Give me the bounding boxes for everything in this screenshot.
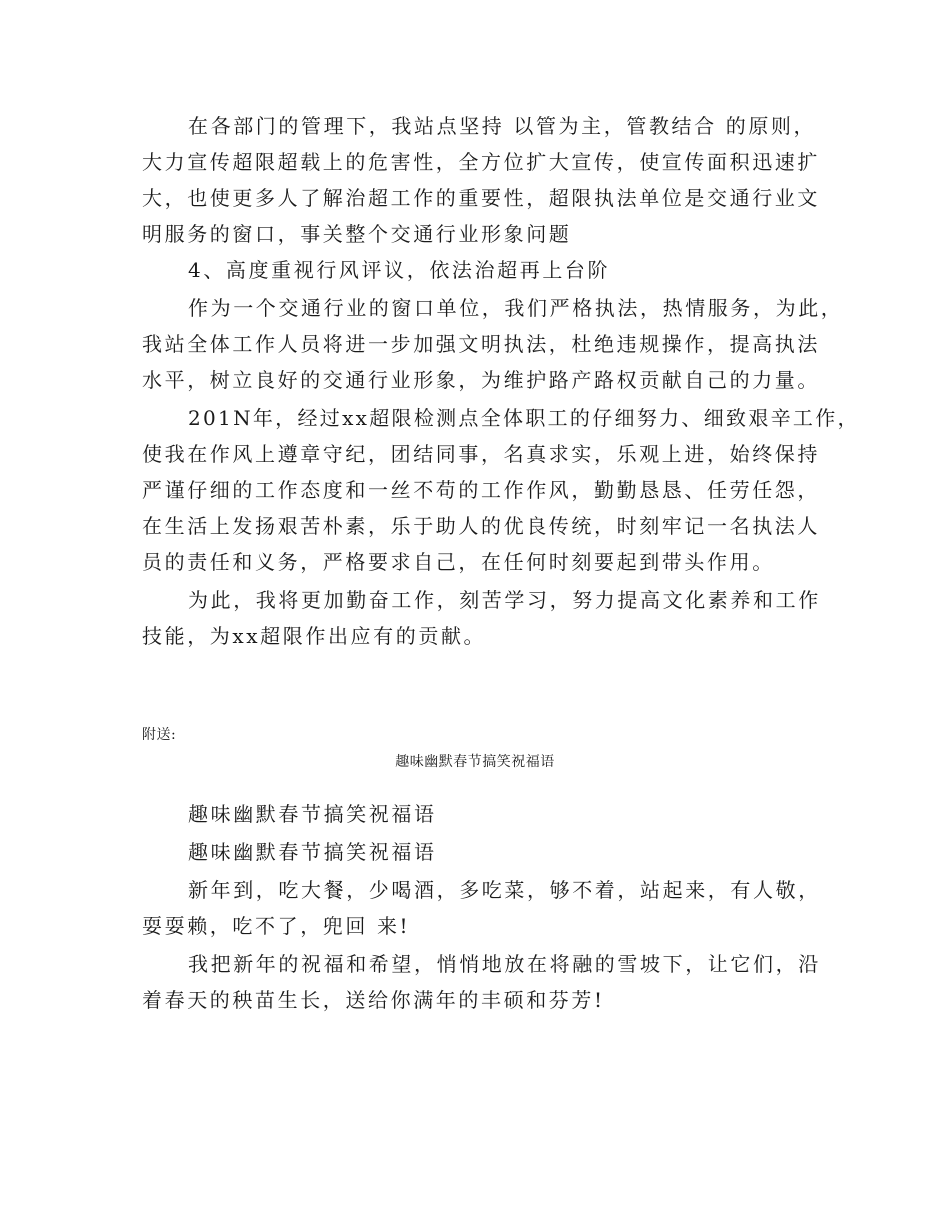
paragraph-line: 我把新年的祝福和希望，悄悄地放在将融的雪坡下，让它们，沿: [188, 952, 821, 976]
paragraph-line: 着春天的秧苗生长，送给你满年的丰硕和芬芳!: [142, 988, 605, 1012]
paragraph-line: 在生活上发扬艰苦朴素，乐于助人的优良传统，时刻牢记一名执法人: [142, 514, 820, 538]
paragraph-line: 我站全体工作人员将进一步加强文明执法，杜绝违规操作，提高执法: [142, 332, 820, 356]
paragraph-line: 在各部门的管理下，我站点坚持 以管为主，管教结合 的原则，: [188, 114, 817, 138]
paragraph-line: 大，也使更多人了解治超工作的重要性，超限执法单位是交通行业文: [142, 186, 820, 210]
paragraph-line: 明服务的窗口，事关整个交通行业形象问题: [142, 222, 572, 246]
paragraph-line: 新年到，吃大餐，少喝酒，多吃菜，够不着，站起来，有人敬，: [188, 878, 821, 902]
paragraph-line: 技能，为xx超限作出应有的贡献。: [142, 624, 487, 648]
paragraph-line: 大力宣传超限超载上的危害性，全方位扩大宣传，使宣传面积迅速扩: [142, 150, 820, 174]
paragraph-line: 趣味幽默春节搞笑祝福语: [188, 802, 437, 826]
section-heading: 4、高度重视行风评议，依法治超再上台阶: [188, 258, 611, 282]
paragraph-line: 耍耍赖，吃不了，兜回 来!: [142, 914, 411, 938]
appendix-title: 趣味幽默春节搞笑祝福语: [395, 754, 555, 770]
paragraph-line: 201N年，经过xx超限检测点全体职工的仔细努力、细致艰辛工作，: [188, 406, 860, 430]
paragraph-line: 严谨仔细的工作态度和一丝不苟的工作作风，勤勤恳恳、任劳任怨，: [142, 478, 820, 502]
paragraph-line: 为此，我将更加勤奋工作，刻苦学习，努力提高文化素养和工作: [188, 588, 821, 612]
paragraph-line: 使我在作风上遵章守纪，团结同事，名真求实，乐观上进，始终保持: [142, 442, 820, 466]
paragraph-line: 作为一个交通行业的窗口单位，我们严格执法，热情服务，为此，: [188, 296, 844, 320]
paragraph-line: 趣味幽默春节搞笑祝福语: [188, 840, 437, 864]
paragraph-line: 水平，树立良好的交通行业形象，为维护路产路权贡献自己的力量。: [142, 368, 820, 392]
paragraph-line: 员的责任和义务，严格要求自己，在任何时刻要起到带头作用。: [142, 550, 775, 574]
appendix-label: 附送:: [142, 727, 177, 743]
